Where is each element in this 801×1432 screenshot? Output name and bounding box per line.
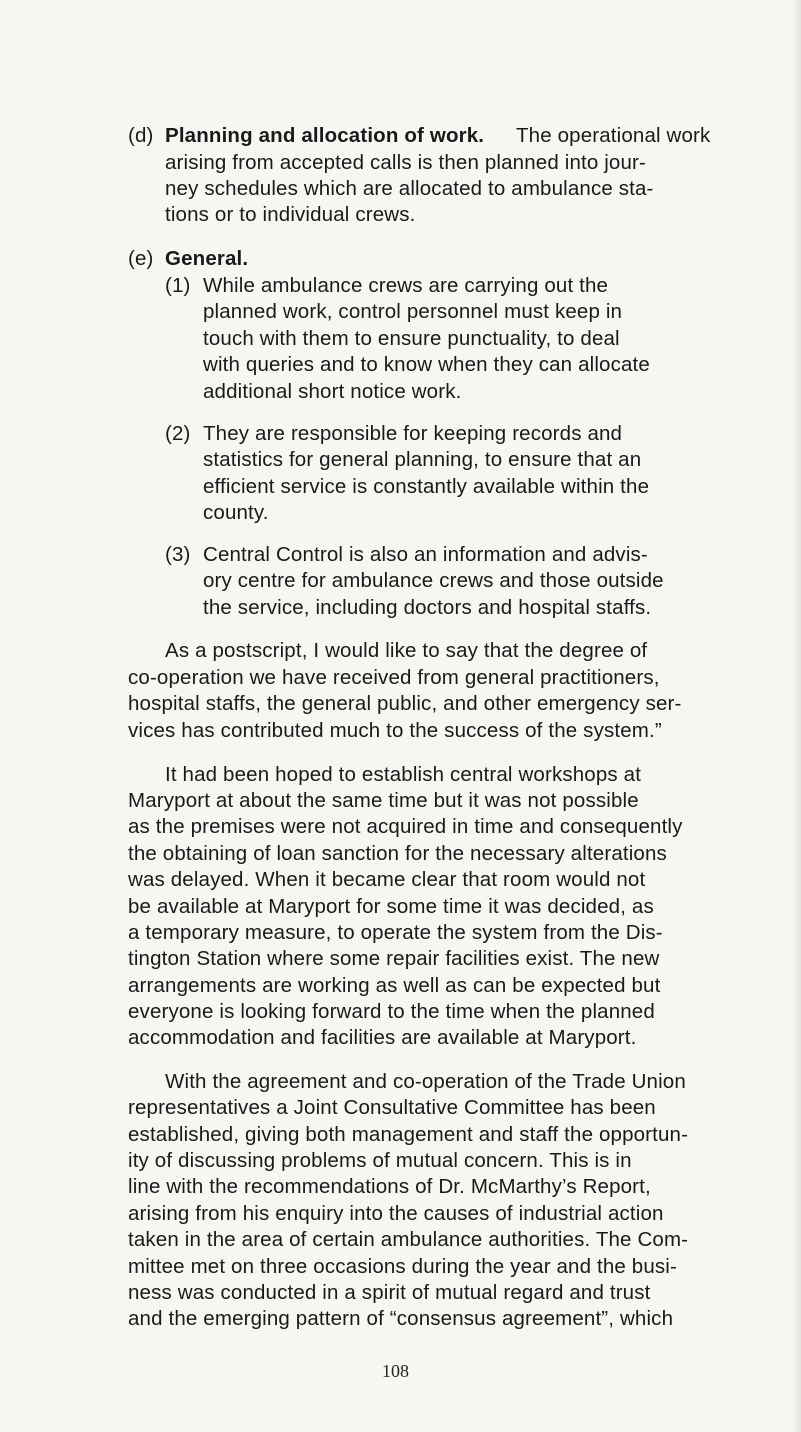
section-e-item-line: with queries and to know when they can allocate xyxy=(203,353,650,376)
section-e-item-line: efficient service is constantly available within the xyxy=(203,475,650,498)
section-e-item-label: (2) xyxy=(165,422,191,445)
section-e-heading: General. xyxy=(165,247,249,270)
paragraph-line: hospital staffs, the general public, and other emergency ser- xyxy=(128,692,682,715)
paragraph-line: line with the recommendations of Dr. McMarthy’s Report, xyxy=(128,1175,651,1198)
paragraph-line: was delayed. When it became clear that room would not xyxy=(128,868,646,891)
section-d-heading: Planning and allocation of work. xyxy=(165,124,485,147)
paragraph-line: ity of discussing problems of mutual concern. This is in xyxy=(128,1149,632,1172)
section-e-item-line: ory centre for ambulance crews and those outside xyxy=(203,569,664,592)
paragraph-line: vices has contributed much to the success of the system.” xyxy=(128,719,662,742)
section-e-item-line: additional short notice work. xyxy=(203,380,462,403)
paragraph-line: With the agreement and co-operation of the Trade Union xyxy=(165,1070,686,1093)
paragraph-line: As a postscript, I would like to say that the degree of xyxy=(165,639,648,662)
section-d-label: (d) xyxy=(128,124,154,147)
section-e-item-line: county. xyxy=(203,501,269,524)
paragraph-line: representatives a Joint Consultative Committee has been xyxy=(128,1096,656,1119)
section-d-line: ney schedules which are allocated to ambulance sta- xyxy=(165,177,654,200)
paragraph-line: accommodation and facilities are available at Maryport. xyxy=(128,1026,637,1049)
page-number: 108 xyxy=(382,1361,409,1381)
section-e-item-line: the service, including doctors and hospital staffs. xyxy=(203,596,652,619)
section-e-item-line: Central Control is also an information and advis- xyxy=(203,543,648,566)
section-e-item-line: While ambulance crews are carrying out the xyxy=(203,274,609,297)
section-d-line: The operational work xyxy=(516,124,711,147)
paragraph-line: Maryport at about the same time but it was not possible xyxy=(128,789,639,812)
paragraph-line: arrangements are working as well as can be expected but xyxy=(128,974,661,997)
paragraph-line: arising from his enquiry into the causes of industrial action xyxy=(128,1202,664,1225)
paragraph-line: established, giving both management and staff the opportun- xyxy=(128,1123,689,1146)
paragraph-line: It had been hoped to establish central workshops at xyxy=(165,763,642,786)
section-e-item-line: They are responsible for keeping records and xyxy=(203,422,623,445)
paragraph-line: co-operation we have received from general practitioners, xyxy=(128,666,660,689)
paragraph-line: be available at Maryport for some time it was decided, as xyxy=(128,895,654,918)
paragraph-line: mittee met on three occasions during the year and the busi- xyxy=(128,1255,677,1278)
section-e-item-line: touch with them to ensure punctuality, to deal xyxy=(203,327,620,350)
paragraph-line: everyone is looking forward to the time when the planned xyxy=(128,1000,655,1023)
paragraph-line: as the premises were not acquired in time and consequently xyxy=(128,815,683,838)
section-d-line: tions or to individual crews. xyxy=(165,203,416,226)
page-edge-shadow xyxy=(793,0,801,1432)
paragraph-line: and the emerging pattern of “consensus agreement”, which xyxy=(128,1307,674,1330)
paragraph-line: ness was conducted in a spirit of mutual regard and trust xyxy=(128,1281,651,1304)
paragraph-line: a temporary measure, to operate the system from the Dis- xyxy=(128,921,663,944)
section-e-item-label: (3) xyxy=(165,543,191,566)
paragraph-line: taken in the area of certain ambulance authorities. The Com- xyxy=(128,1228,689,1251)
paragraph-line: tington Station where some repair facilities exist. The new xyxy=(128,947,660,970)
paragraph-line: the obtaining of loan sanction for the necessary alterations xyxy=(128,842,667,865)
section-e-item-line: statistics for general planning, to ensure that an xyxy=(203,448,642,471)
section-e-item-label: (1) xyxy=(165,274,191,297)
section-d-line: arising from accepted calls is then planned into jour- xyxy=(165,151,646,174)
section-e-label: (e) xyxy=(128,247,154,270)
section-e-item-line: planned work, control personnel must keep in xyxy=(203,300,623,323)
